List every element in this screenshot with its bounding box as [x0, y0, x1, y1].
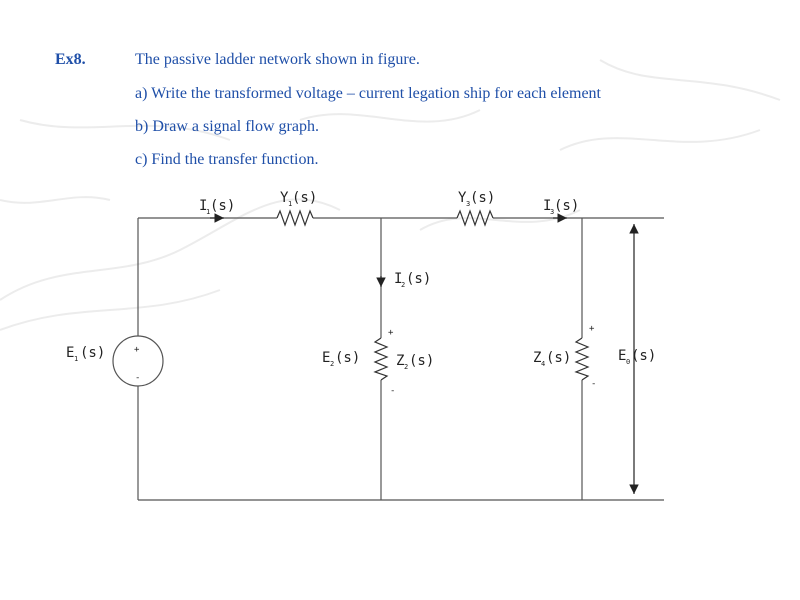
label-y1-main: Y	[280, 190, 289, 206]
label-i3-sub: 3	[550, 208, 555, 216]
label-z2-main: Z	[396, 353, 405, 369]
label-y3-sub: 3	[466, 200, 471, 208]
question-a: a) Write the transformed voltage – current legation ship for each element	[135, 85, 601, 102]
question-c: c) Find the transfer function.	[135, 151, 319, 168]
label-i1-sub: 1	[206, 208, 211, 216]
label-z4-main: Z	[533, 350, 542, 366]
resistor-z4-icon	[576, 338, 588, 380]
label-y1-tail: (s)	[292, 190, 318, 206]
label-e1	[66, 345, 105, 363]
label-i3-tail: (s)	[554, 198, 580, 214]
resistor-y1-icon	[277, 211, 313, 225]
label-i2-tail: (s)	[406, 271, 432, 287]
label-e0-main: E	[618, 348, 627, 364]
label-i3	[543, 198, 579, 216]
label-e1-sub: 1	[74, 355, 79, 363]
exercise-label: Ex8.	[55, 51, 86, 68]
question-b: b) Draw a signal flow graph.	[135, 118, 319, 135]
resistor-y3-icon	[457, 211, 493, 225]
label-e1-main: E	[66, 345, 75, 361]
label-e2-sub: 2	[330, 360, 335, 368]
label-e0	[618, 348, 656, 366]
label-e0-sub: 0	[626, 358, 631, 366]
e0-minus-sign: -	[591, 379, 597, 389]
source-plus-sign: +	[134, 345, 140, 355]
label-i1-tail: (s)	[210, 198, 236, 214]
label-z4-tail: (s)	[546, 350, 572, 366]
label-y1	[280, 190, 317, 208]
label-e2-main: E	[322, 350, 331, 366]
label-i2-main: I	[394, 271, 403, 287]
label-y3	[458, 190, 495, 208]
label-e1-tail: (s)	[80, 345, 106, 361]
resistor-z2-icon	[375, 338, 387, 380]
label-z4-sub: 4	[541, 360, 546, 368]
label-y3-main: Y	[458, 190, 467, 206]
label-e2-tail: (s)	[335, 350, 361, 366]
label-i2	[394, 271, 431, 289]
label-e0-tail: (s)	[631, 348, 657, 364]
label-z2-tail: (s)	[409, 353, 435, 369]
label-i3-main: I	[543, 198, 552, 214]
e0-plus-sign: +	[589, 324, 595, 334]
label-z4	[533, 350, 571, 368]
label-i1	[199, 198, 235, 216]
label-i2-sub: 2	[401, 281, 406, 289]
e2-minus-sign: -	[390, 386, 396, 396]
label-e2	[322, 350, 360, 368]
label-z2	[396, 353, 434, 371]
label-i1-main: I	[199, 198, 208, 214]
source-minus-sign: -	[135, 373, 141, 383]
label-y3-tail: (s)	[470, 190, 496, 206]
label-z2-sub: 2	[404, 363, 409, 371]
exercise-intro: The passive ladder network shown in figure.	[135, 51, 420, 68]
e2-plus-sign: +	[388, 328, 394, 338]
label-y1-sub: 1	[288, 200, 293, 208]
